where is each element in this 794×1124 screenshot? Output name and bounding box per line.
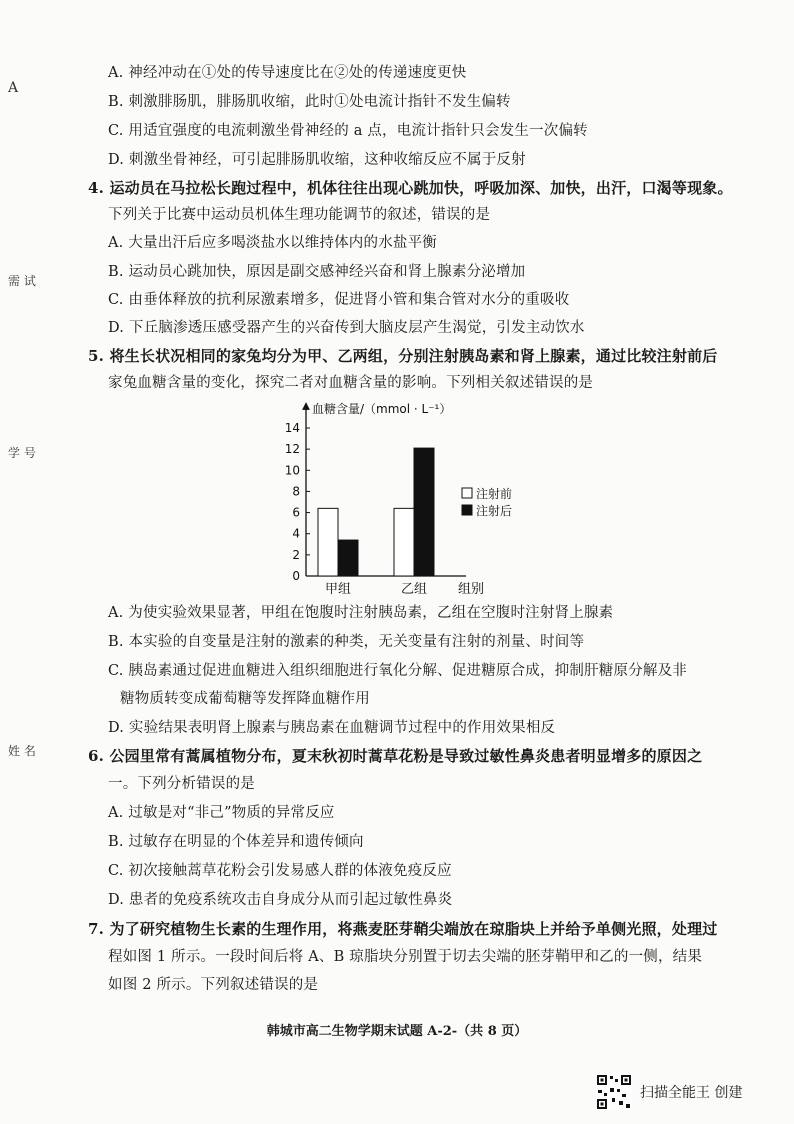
y-tick-label-6: 6: [292, 505, 300, 520]
q5-stem-line1: 5. 将生长状况相同的家兔均分为甲、乙两组，分别注射胰岛素和肾上腺素，通过比较注射前后: [88, 347, 718, 365]
margin-version-mark: A: [8, 80, 19, 96]
scanner-watermark: 扫描全能王 创建: [640, 1085, 743, 1101]
q5-stem-line2: 家兔血糖含量的变化，探究二者对血糖含量的影响。下列相关叙述错误的是: [108, 375, 594, 391]
legend-swatch-注射后: [462, 505, 472, 515]
y-tick-label-4: 4: [292, 526, 300, 541]
q3-option-a: A. 神经冲动在①处的传导速度比在②处的传递速度更快: [108, 65, 467, 81]
q4-option-a: A. 大量出汗后应多喝淡盐水以维持体内的水盐平衡: [108, 235, 437, 251]
q7-stem-line1: 7. 为了研究植物生长素的生理作用，将燕麦胚芽鞘尖端放在琼脂块上并给予单侧光照，处理过: [88, 920, 718, 938]
y-tick-label-2: 2: [292, 547, 300, 562]
q6-option-b: B. 过敏存在明显的个体差异和遗传倾向: [108, 834, 364, 850]
legend-swatch-注射前: [462, 488, 472, 498]
bar-乙组-注射后: [414, 448, 434, 576]
q5-option-a: A. 为使实验效果显著，甲组在饱腹时注射胰岛素，乙组在空腹时注射肾上腺素: [108, 605, 614, 621]
q6-stem-line2: 一。下列分析错误的是: [108, 776, 255, 792]
q5-option-b: B. 本实验的自变量是注射的激素的种类，无关变量有注射的剂量、时间等: [108, 634, 585, 650]
q3-option-c: C. 用适宜强度的电流刺激坐骨神经的 a 点，电流计指针只会发生一次偏转: [108, 123, 588, 139]
q4-option-c: C. 由垂体释放的抗利尿激素增多，促进肾小管和集合管对水分的重吸收: [108, 292, 570, 308]
bar-甲组-注射后: [338, 540, 358, 576]
q5-option-c-line2: 糖物质转变成葡萄糖等发挥降血糖作用: [120, 691, 370, 707]
x-category-label-乙组: 乙组: [400, 582, 428, 597]
y-tick-label-12: 12: [284, 442, 300, 457]
q4-option-d: D. 下丘脑渗透压感受器产生的兴奋传到大脑皮层产生渴觉，引发主动饮水: [108, 320, 585, 336]
bar-乙组-注射前: [394, 508, 414, 576]
legend-label-注射后: 注射后: [476, 504, 513, 518]
margin-label-exam: 需 试: [8, 274, 36, 288]
bar-甲组-注射前: [318, 508, 338, 576]
q3-option-b: B. 刺激腓肠肌，腓肠肌收缩，此时①处电流计指针不发生偏转: [108, 94, 511, 110]
y-tick-label-8: 8: [292, 484, 300, 499]
q4-stem-line1: 4. 运动员在马拉松长跑过程中，机体往往出现心跳加快，呼吸加深、加快，出汗，口渴等现象。: [88, 179, 733, 197]
y-tick-label-10: 10: [284, 463, 300, 478]
q7-stem-line3: 如图 2 所示。下列叙述错误的是: [108, 977, 319, 993]
q4-stem-line2: 下列关于比赛中运动员机体生理功能调节的叙述，错误的是: [108, 207, 491, 223]
q4-option-b: B. 运动员心跳加快，原因是副交感神经兴奋和肾上腺素分泌增加: [108, 264, 526, 280]
x-axis-label: 组别: [458, 582, 485, 597]
q7-stem-line2: 程如图 1 所示。一段时间后将 A、B 琼脂块分别置于切去尖端的胚芽鞘甲和乙的一侧，结果: [108, 949, 703, 965]
q5-option-c-line1: C. 胰岛素通过促进血糖进入组织细胞进行氧化分解、促进糖原合成，抑制肝糖原分解及非: [108, 663, 687, 679]
legend-label-注射前: 注射前: [476, 487, 513, 501]
margin-label-name: 姓 名: [8, 744, 36, 758]
page-footer: 韩城市高二生物学期末试题 A-2-（共 8 页）: [266, 1024, 528, 1039]
q3-option-d: D. 刺激坐骨神经，可引起腓肠肌收缩，这种收缩反应不属于反射: [108, 152, 526, 168]
qr-code-icon: [596, 1074, 632, 1110]
q6-option-d: D. 患者的免疫系统攻击自身成分从而引起过敏性鼻炎: [108, 892, 453, 908]
y-axis-label: 血糖含量/（mmol · L⁻¹）: [312, 402, 452, 416]
q5-option-d: D. 实验结果表明肾上腺素与胰岛素在血糖调节过程中的作用效果相反: [108, 720, 556, 736]
blood-glucose-bar-chart: [270, 398, 540, 598]
y-tick-label-14: 14: [284, 421, 300, 435]
x-category-label-甲组: 甲组: [324, 582, 352, 597]
q6-option-c: C. 初次接触蒿草花粉会引发易感人群的体液免疫反应: [108, 863, 452, 879]
y-tick-label-0: 0: [292, 569, 300, 583]
margin-label-number: 学 号: [8, 446, 36, 460]
q6-stem-line1: 6. 公园里常有蒿属植物分布，夏末秋初时蒿草花粉是导致过敏性鼻炎患者明显增多的原因之: [88, 747, 703, 765]
q6-option-a: A. 过敏是对“非己”物质的异常反应: [108, 805, 335, 821]
